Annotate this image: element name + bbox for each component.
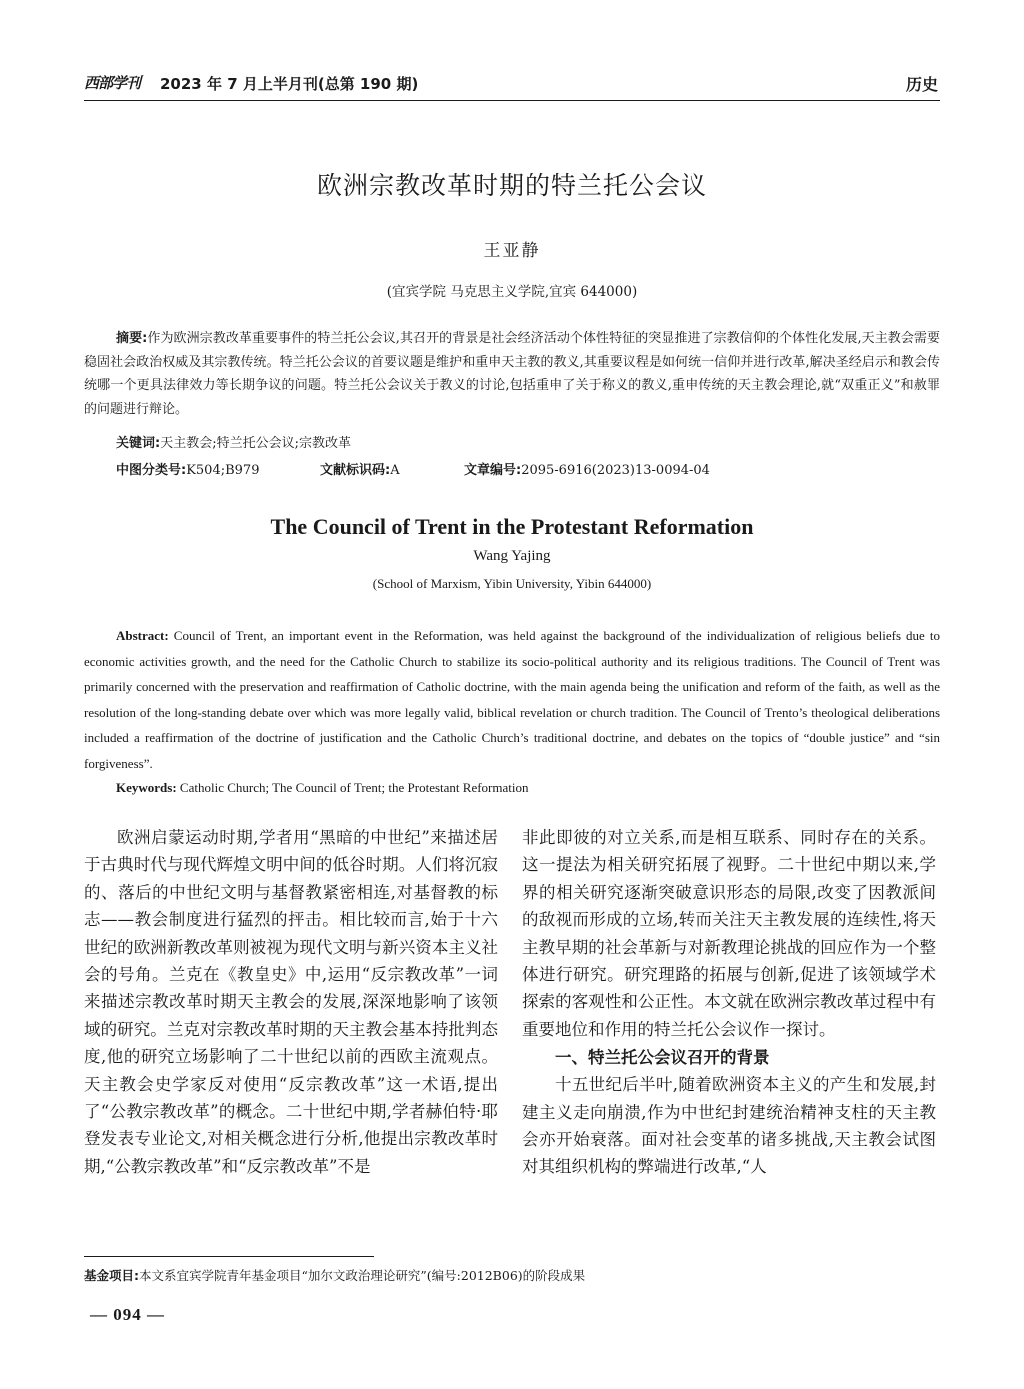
article-title-en: The Council of Trent in the Protestant Reformation	[270, 514, 754, 539]
journal-logo: 西部学刊	[84, 74, 141, 92]
affiliation-en: (School of Marxism, Yibin University, Yibin 644000)	[372, 576, 652, 591]
clc-value: K504;B979	[186, 463, 260, 478]
footnote-text: 本文系宜宾学院青年基金项目“加尔文政治理论研究”(编号:2012B06)的阶段成果	[139, 1268, 586, 1283]
body-paragraph: 十五世纪后半叶,随着欧洲资本主义的产生和发展,封建主义走向崩溃,作为中世纪封建统治精神支柱的天主教会亦开始衰落。面对社会变革的诸多挑战,天主教会试图对其组织机构的弊端进行改革,“人	[522, 1075, 936, 1177]
author-en: Wang Yajing	[473, 548, 551, 564]
doc-code-item	[320, 459, 400, 478]
body-column-right	[522, 824, 936, 1181]
keywords-en	[116, 780, 528, 796]
body-column-left	[84, 824, 498, 1180]
page-number: — 094 —	[90, 1305, 165, 1324]
doc-code-value: A	[390, 463, 400, 478]
journal-issue: 2023 年 7 月上半月刊(总第 190 期)	[160, 75, 419, 93]
clc-label: 中图分类号:	[116, 463, 187, 478]
doc-code-label: 文献标识码:	[320, 463, 391, 478]
keywords-en-label: Keywords:	[116, 780, 177, 795]
section-name: 历史	[905, 75, 938, 94]
footnote-label: 基金项目:	[84, 1268, 139, 1283]
article-title-zh: 欧洲宗教改革时期的特兰托公会议	[316, 171, 707, 200]
abstract-en-label: Abstract:	[116, 628, 169, 643]
keywords-zh-text: 天主教会;特兰托公会议;宗教改革	[160, 436, 351, 451]
abstract-zh-text: 作为欧洲宗教改革重要事件的特兰托公会议,其召开的背景是社会经济活动个体性特征的突显推进了宗教信仰的个体性化发展,天主教会需要稳固社会政治权威及其宗教传统。特兰托公会议的首要议题是维护和重申天主教的教义,其重要议程是如何统一信仰并进行改革,解决圣经启示和教会传统哪一个更具法律效力等长期争议的问题。特兰托公会议关于教义的讨论,包括重申了关于称义的教义,重申传统的天主教会理论,就“双重正义”和赦罪的问题进行辩论。	[84, 331, 940, 417]
keywords-en-text: Catholic Church; The Council of Trent; the Protestant Reformation	[179, 780, 529, 795]
affiliation-zh: (宜宾学院 马克思主义学院,宜宾 644000)	[386, 284, 638, 300]
abstract-zh-label: 摘要:	[116, 331, 148, 346]
running-header	[84, 66, 940, 101]
keywords-zh	[116, 432, 351, 451]
abstract-en-text: Council of Trent, an important event in the Reformation, was held against the background of the individualization of religious beliefs due to economic activities growth, and the need for the Catholic Church to stabilize its socio-political authority and its religious traditions. The Council of Trent was primarily concerned with the preservation and reaffirmation of Catholic doctrine, with the main agenda being the unification and reform of the faith, as well as the resolution of the long-standing debate over which was more legally valid, biblical revelation or church tradition. The Council of Trento’s theological deliberations included a reaffirmation of the doctrine of justification and the Catholic Church’s traditional doctrine, and debates on the topics of “double justice” and “sin forgiveness”.	[84, 628, 941, 771]
body-paragraph: 非此即彼的对立关系,而是相互联系、同时存在的关系。这一提法为相关研究拓展了视野。二十世纪中期以来,学界的相关研究逐渐突破意识形态的局限,改变了因教派间的敌视而形成的立场,转而关注天主教发展的连续性,将天主教早期的社会革新与对新教理论挑战的回应作为一个整体进行研究。研究理路的拓展与创新,促进了该领域学术探索的客观性和公正性。本文就在欧洲宗教改革过程中有重要地位和作用的特兰托公会议作一探讨。	[522, 828, 936, 1039]
section-heading: 一、特兰托公会议召开的背景	[555, 1048, 770, 1068]
abstract-zh	[84, 327, 940, 421]
clc-item	[116, 459, 259, 478]
footnote-divider	[84, 1256, 374, 1257]
keywords-zh-label: 关键词:	[116, 436, 161, 451]
abstract-en	[84, 623, 940, 776]
article-no-label: 文章编号:	[464, 463, 522, 478]
article-no-value: 2095-6916(2023)13-0094-04	[521, 463, 710, 478]
body-paragraph: 欧洲启蒙运动时期,学者用“黑暗的中世纪”来描述居于古典时代与现代辉煌文明中间的低谷时期。人们将沉寂的、落后的中世纪文明与基督教紧密相连,对基督教的标志——教会制度进行猛烈的抨击。相比较而言,始于十六世纪的欧洲新教改革则被视为现代文明与新兴资本主义社会的号角。兰克在《教皇史》中,运用“反宗教改革”一词来描述宗教改革时期天主教会的发展,深深地影响了该领域的研究。兰克对宗教改革时期的天主教会基本持批判态度,他的研究立场影响了二十世纪以前的西欧主流观点。天主教会史学家反对使用“反宗教改革”这一术语,提出了“公教宗教改革”的概念。二十世纪中期,学者赫伯特·耶登发表专业论文,对相关概念进行分析,他提出宗教改革时期,“公教宗教改革”和“反宗教改革”不是	[84, 828, 498, 1176]
article-no-item	[464, 459, 710, 478]
article-metadata	[116, 459, 940, 479]
footnote	[84, 1266, 585, 1284]
author-zh: 王亚静	[483, 241, 541, 261]
